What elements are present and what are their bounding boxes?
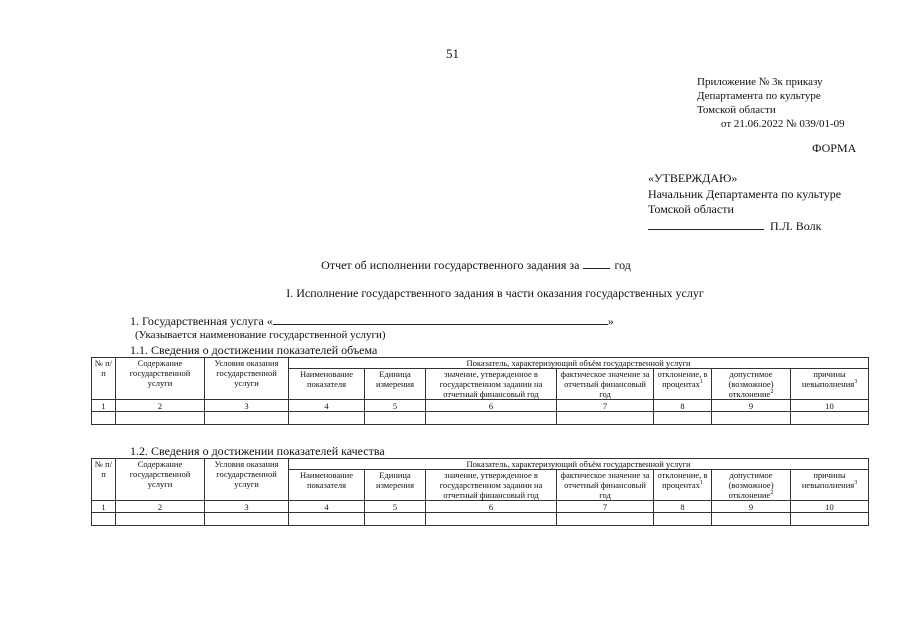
service-label: 1. Государственная услуга « [130,314,273,328]
service-note: (Указывается наименование государственной услуги) [135,329,386,341]
col-approved-value-header: значение, утвержденное в государственном задании на отчетный финансовый год [426,369,557,400]
col-conditions-header: Условия оказания государственной услуги [205,358,289,400]
column-number: 9 [712,501,791,513]
table-cell[interactable] [791,412,869,425]
table-cell[interactable] [289,412,365,425]
col-unit-header: Единица измерения [365,470,426,501]
column-number: 1 [92,501,116,513]
table-cell[interactable] [426,412,557,425]
empty-data-row [92,412,869,425]
indicator-group-header: Показатель, характеризующий объём государственной услуги [289,459,869,470]
col-actual-value-header: фактическое значение за отчетный финансовый год [557,369,654,400]
col-conditions-header: Условия оказания государственной услуги [205,459,289,501]
approval-heading: «УТВЕРЖДАЮ» [648,171,738,185]
footnote-mark: 2 [770,490,774,497]
col-indicator-name-header: Наименование показателя [289,470,365,501]
appendix-line: Томской области [697,104,776,116]
signer-name: П.Л. Волк [770,218,822,233]
column-number: 1 [92,400,116,412]
table-cell[interactable] [791,513,869,526]
footnote-mark: 1 [699,480,703,487]
column-number: 10 [791,501,869,513]
empty-data-row [92,513,869,526]
column-number: 3 [205,400,289,412]
column-number: 5 [365,501,426,513]
table-cell[interactable] [654,412,712,425]
column-number: 7 [557,400,654,412]
table-cell[interactable] [654,513,712,526]
col-deviation-header: отклонение, в процентах$^1$ [654,369,712,400]
indicator-group-header: Показатель, характеризующий объём государственной услуги [289,358,869,369]
column-number: 10 [791,400,869,412]
column-number: 2 [116,400,205,412]
column-number: 7 [557,501,654,513]
col-actual-value-header: фактическое значение за отчетный финансовый год [557,470,654,501]
footnote-mark: 3 [854,480,858,487]
table-cell[interactable] [92,412,116,425]
column-numbers-row [92,400,869,412]
column-number: 4 [289,400,365,412]
report-title-suffix: год [614,258,631,272]
table-cell[interactable] [426,513,557,526]
service-label-close: » [607,314,614,328]
col-number-header: № п/п [92,459,116,501]
col-indicator-name-header: Наименование показателя [289,369,365,400]
table-cell[interactable] [712,412,791,425]
quality-table [91,458,869,526]
approval-block [648,171,841,234]
year-blank [583,258,610,269]
page-number: 51 [446,46,459,61]
service-line-row [130,314,614,328]
column-number: 6 [426,400,557,412]
col-content-header: Содержание государственной услуги [116,358,205,400]
table-cell[interactable] [92,513,116,526]
volume-table [91,357,869,425]
approval-position: Начальник Департамента по культуре [648,186,842,201]
appendix-line: Приложение № 3к приказу [697,76,823,88]
table-cell[interactable] [205,513,289,526]
footnote-mark: 3 [854,379,858,386]
col-reasons-header: причины невыполнения$^3$ [791,470,869,501]
service-name-blank [273,314,608,325]
col-allowed-deviation-header: допустимое (возможное) отклонение$^2$ [712,369,791,400]
quality-table-heading: 1.2. Сведения о достижении показателей качества [130,444,385,458]
appendix-line: Департамента по культуре [697,90,821,102]
volume-table-heading: 1.1. Сведения о достижении показателей объема [130,343,378,357]
col-approved-value-header: значение, утвержденное в государственном задании на отчетный финансовый год [426,470,557,501]
report-title [0,258,905,273]
footnote-mark: 2 [770,389,774,396]
column-number: 9 [712,400,791,412]
column-number: 3 [205,501,289,513]
col-number-header: № п/п [92,358,116,400]
form-label: ФОРМА [812,141,857,155]
col-reasons-header: причины невыполнения$^3$ [791,369,869,400]
table-cell[interactable] [557,513,654,526]
column-number: 5 [365,400,426,412]
col-allowed-deviation-header: допустимое (возможное) отклонение$^2$ [712,470,791,501]
column-numbers-row [92,501,869,513]
column-number: 8 [654,400,712,412]
table-cell[interactable] [289,513,365,526]
col-content-header: Содержание государственной услуги [116,459,205,501]
col-deviation-header: отклонение, в процентах$^1$ [654,470,712,501]
column-number: 6 [426,501,557,513]
table-cell[interactable] [557,412,654,425]
column-number: 8 [654,501,712,513]
table-cell[interactable] [365,412,426,425]
approval-region: Томской области [648,202,734,216]
footnote-mark: 1 [699,379,703,386]
table-cell[interactable] [116,412,205,425]
table-cell[interactable] [712,513,791,526]
table-cell[interactable] [205,412,289,425]
column-number: 4 [289,501,365,513]
column-number: 2 [116,501,205,513]
appendix-block [697,75,845,131]
table-cell[interactable] [365,513,426,526]
section-title: I. Исполнение государственного задания в части оказания государственных услуг [286,286,704,300]
table-cell[interactable] [116,513,205,526]
col-unit-header: Единица измерения [365,369,426,400]
approval-signature-row [648,218,841,235]
appendix-order-date: от 21.06.2022 № 039/01-09 [721,118,845,130]
signature-line [648,218,764,230]
report-title-text: Отчет об исполнении государственного задания за [321,258,580,272]
